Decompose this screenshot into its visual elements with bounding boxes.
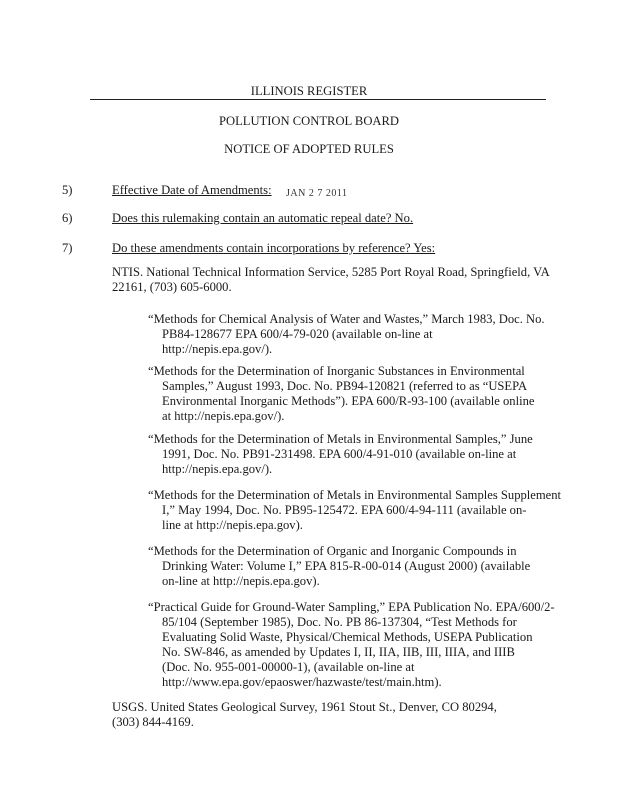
reference-item: [148, 544, 530, 589]
text-line: Samples,” August 1993, Doc. No. PB94-120821 (referred to as “USEPA: [162, 379, 528, 393]
item-number: 7): [62, 241, 73, 255]
incorporation-question: Do these amendments contain incorporations by reference? Yes:: [112, 241, 436, 255]
reference-item: [148, 364, 535, 424]
text-line: “Methods for the Determination of Metals in Environmental Samples Supplement: [148, 488, 562, 502]
reference-item: [148, 312, 545, 357]
text-line: (Doc. No. 955-001-00000-1), (available on-line at: [162, 660, 415, 674]
date-stamp: JAN 2 7 2011: [286, 188, 348, 199]
text-line: on-line at http://nepis.epa.gov).: [162, 574, 320, 588]
text-line: 22161, (703) 605-6000.: [112, 280, 232, 294]
reference-item: [148, 600, 555, 690]
text-line: Environmental Inorganic Methods”). EPA 600/R-93-100 (available online: [162, 394, 535, 408]
item-number: 6): [62, 211, 73, 225]
agency-title: POLLUTION CONTROL BOARD: [218, 114, 400, 128]
text-line: 85/104 (September 1985), Doc. No. PB 86-137304, “Test Methods for: [162, 615, 517, 629]
text-line: “Methods for Chemical Analysis of Water and Wastes,” March 1983, Doc. No.: [148, 312, 545, 326]
text-line: (303) 844-4169.: [112, 715, 194, 729]
text-line: “Methods for the Determination of Organic and Inorganic Compounds in: [148, 544, 517, 558]
text-line: http://nepis.epa.gov/).: [162, 462, 273, 476]
text-line: Drinking Water: Volume I,” EPA 815-R-00-014 (August 2000) (available: [162, 559, 531, 573]
repeal-question: Does this rulemaking contain an automatic repeal date? No.: [112, 211, 414, 225]
effective-date-label: Effective Date of Amendments:: [112, 183, 272, 197]
header-rule: [90, 99, 546, 100]
ntis-paragraph: [112, 265, 550, 295]
text-line: PB84-128677 EPA 600/4-79-020 (available on-line at: [162, 327, 433, 341]
text-line: http://www.epa.gov/epaoswer/hazwaste/test/main.htm).: [162, 675, 442, 689]
register-title: ILLINOIS REGISTER: [250, 84, 368, 98]
text-line: at http://nepis.epa.gov/).: [162, 409, 285, 423]
text-line: “Practical Guide for Ground-Water Sampling,” EPA Publication No. EPA/600/2-: [148, 600, 555, 614]
text-line: USGS. United States Geological Survey, 1961 Stout St., Denver, CO 80294,: [112, 700, 497, 714]
text-line: NTIS. National Technical Information Service, 5285 Port Royal Road, Springfield, VA: [112, 265, 550, 279]
text-line: 1991, Doc. No. PB91-231498. EPA 600/4-91-010 (available on-line at: [162, 447, 517, 461]
text-line: I,” May 1994, Doc. No. PB95-125472. EPA 600/4-94-111 (available on-: [162, 503, 527, 517]
text-line: “Methods for the Determination of Metals in Environmental Samples,” June: [148, 432, 533, 446]
text-line: http://nepis.epa.gov/).: [162, 342, 273, 356]
text-line: No. SW-846, as amended by Updates I, II, IIA, IIB, III, IIIA, and IIIB: [162, 645, 515, 659]
reference-item: [148, 432, 533, 477]
text-line: line at http://nepis.epa.gov).: [162, 518, 303, 532]
text-line: Evaluating Solid Waste, Physical/Chemical Methods, USEPA Publication: [162, 630, 533, 644]
text-line: “Methods for the Determination of Inorganic Substances in Environmental: [148, 364, 525, 378]
item-number: 5): [62, 183, 73, 197]
reference-item: [148, 488, 561, 533]
notice-title: NOTICE OF ADOPTED RULES: [224, 142, 394, 156]
usgs-paragraph: [112, 700, 497, 730]
